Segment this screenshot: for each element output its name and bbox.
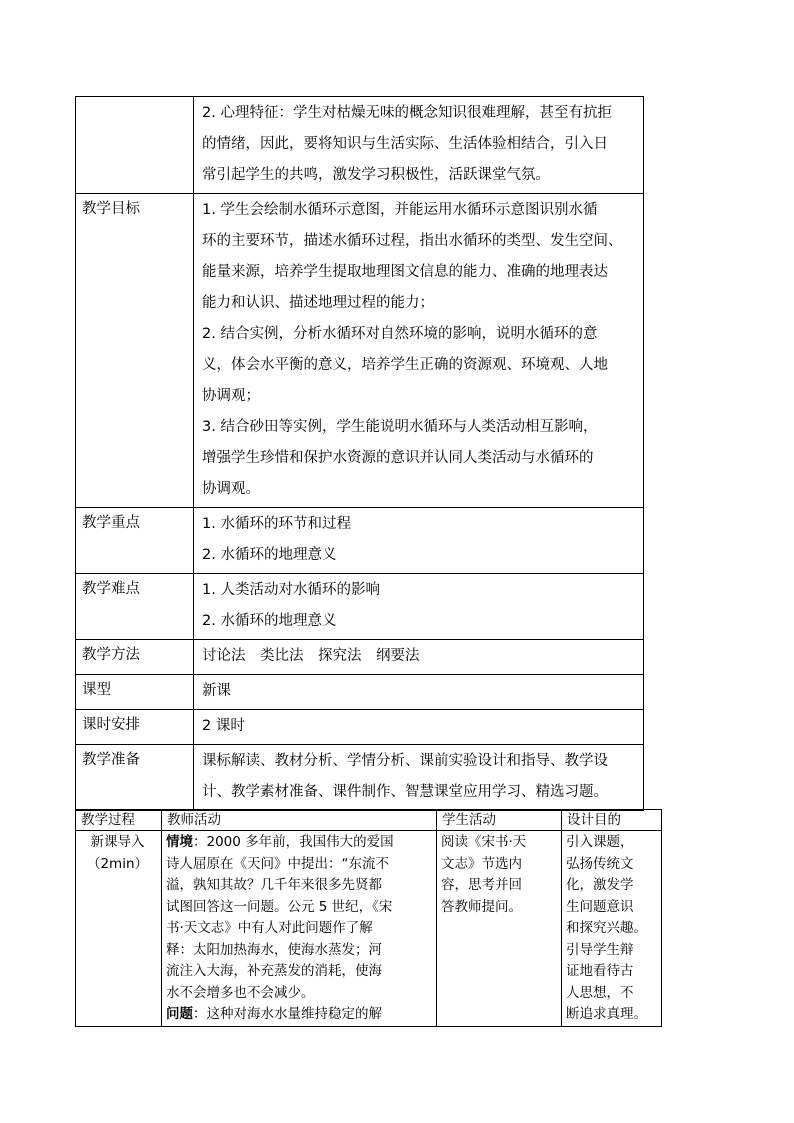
table-row (76, 745, 644, 811)
student-activity-line: 容，思考并回 (441, 877, 522, 893)
content-line: 2. 水循环的地理意义 (202, 613, 337, 629)
row-label: 教学重点 (76, 508, 194, 574)
content-line: 2 课时 (202, 718, 245, 734)
content-line: 义，体会水平衡的意义，培养学生正确的资源观、环境观、人地 (202, 357, 608, 373)
content-line: 2. 心理特征：学生对枯燥无味的概念知识很难理解，甚至有抗拒 (202, 105, 612, 121)
situation-text-line: 流注入大海，补充蒸发的消耗，使海 (166, 963, 382, 979)
situation-text-line: 书·天文志》中有人对此问题作了解 (166, 920, 373, 936)
content-line: 课标解读、教材分析、学情分析、课前实验设计和指导、教学设 (202, 753, 608, 769)
content-line: 1. 水循环的环节和过程 (202, 516, 351, 532)
table-header-row (76, 810, 662, 831)
student-activity-cell (437, 831, 562, 1027)
row-label: 教学难点 (76, 574, 194, 640)
content-line: 3. 结合砂田等实例，学生能说明水循环与人类活动相互影响， (202, 419, 598, 435)
design-purpose-line: 和探究兴趣。 (566, 920, 647, 936)
content-line: 2. 结合实例，分析水循环对自然环境的影响，说明水循环的意 (202, 326, 598, 342)
table-row (76, 508, 644, 574)
row-content (194, 508, 644, 574)
table-row (76, 640, 644, 675)
stage-name: 新课导入 (90, 834, 145, 850)
situation-text-line: 溢，孰知其故？几千年来很多先贤都 (166, 877, 382, 893)
design-purpose-cell (562, 831, 662, 1027)
content-line: 能力和认识、描述地理过程的能力； (202, 295, 434, 311)
design-purpose-line: 引导学生辩 (566, 941, 634, 958)
question-line (166, 1004, 434, 1026)
row-label: 教学准备 (76, 745, 194, 811)
design-purpose-line: 证地看待古 (566, 963, 634, 979)
row-label: 课型 (76, 675, 194, 710)
situation-text-line: 释：太阳加热海水，使海水蒸发；河 (166, 941, 382, 958)
row-label: 教学目标 (76, 194, 194, 508)
content-line: 常引起学生的共鸣，激发学习积极性，活跃课堂气氛。 (202, 167, 550, 183)
lesson-info-table (75, 96, 644, 811)
situation-text-line: 试图回答这一问题。公元 5 世纪，《宋 (166, 898, 393, 915)
row-content (194, 675, 644, 710)
content-line: 协调观； (202, 388, 260, 404)
content-line: 1. 人类活动对水循环的影响 (202, 582, 380, 598)
content-line: 讨论法 类比法 探究法 纲要法 (202, 648, 420, 664)
design-purpose-line: 弘扬传统文 (566, 855, 634, 872)
row-content (194, 745, 644, 811)
content-line: 的情绪，因此，要将知识与生活实际、生活体验相结合，引入日 (202, 136, 608, 152)
design-purpose-line: 人思想，不 (566, 984, 634, 1001)
design-purpose-line: 引入课题， (566, 834, 634, 850)
row-content (194, 97, 644, 194)
content-line: 2. 水循环的地理意义 (202, 547, 337, 563)
content-line: 增强学生珍惜和保护水资源的意识并认同人类活动与水循环的 (202, 450, 594, 466)
header-teacher-activity: 教师活动 (162, 810, 437, 831)
row-content (194, 574, 644, 640)
header-design-purpose: 设计目的 (562, 810, 662, 831)
situation-first-text: ：2000 多年前，我国伟大的爱国 (193, 834, 394, 850)
stage-cell (76, 831, 162, 1027)
row-label: 课时安排 (76, 710, 194, 745)
situation-text-line: 水不会增多也不会减少。 (166, 984, 315, 1001)
content-line: 计、教学素材准备、课件制作、智慧课堂应用学习、精选习题。 (202, 784, 608, 800)
row-label (76, 97, 194, 194)
table-row (76, 194, 644, 508)
table-row (76, 710, 644, 745)
content-line: 协调观。 (202, 481, 260, 497)
situation-line (166, 832, 434, 854)
teaching-process-table (75, 809, 662, 1027)
row-content (194, 194, 644, 508)
situation-label: 情境 (166, 834, 193, 850)
table-row (76, 675, 644, 710)
student-activity-line: 阅读《宋书·天 (441, 834, 527, 850)
student-activity-line: 文志》节选内 (441, 855, 522, 872)
question-label: 问题 (166, 1006, 193, 1022)
row-content (194, 640, 644, 675)
stage-duration: （2min） (86, 855, 149, 872)
content-line: 能量来源，培养学生提取地理图文信息的能力、准确的地理表达 (202, 264, 608, 280)
content-line: 1. 学生会绘制水循环示意图，并能运用水循环示意图识别水循 (202, 202, 598, 218)
content-line: 新课 (202, 683, 231, 699)
design-purpose-line: 化，激发学 (566, 877, 634, 893)
design-purpose-line: 断追求真理。 (566, 1006, 647, 1022)
table-row (76, 97, 644, 194)
teacher-activity-cell (162, 831, 437, 1027)
situation-text-line: 诗人屈原在《天问》中提出：“东流不 (166, 855, 389, 872)
design-purpose-line: 生问题意识 (566, 898, 634, 915)
content-line: 环的主要环节，描述水循环过程，指出水循环的类型、发生空间、 (202, 233, 623, 249)
header-stage: 教学过程 (76, 810, 162, 831)
table-row (76, 831, 662, 1027)
student-activity-line: 答教师提问。 (441, 898, 522, 915)
question-text: ：这种对海水水量维持稳定的解 (193, 1006, 382, 1022)
table-row (76, 574, 644, 640)
header-student-activity: 学生活动 (437, 810, 562, 831)
row-label: 教学方法 (76, 640, 194, 675)
row-content (194, 710, 644, 745)
